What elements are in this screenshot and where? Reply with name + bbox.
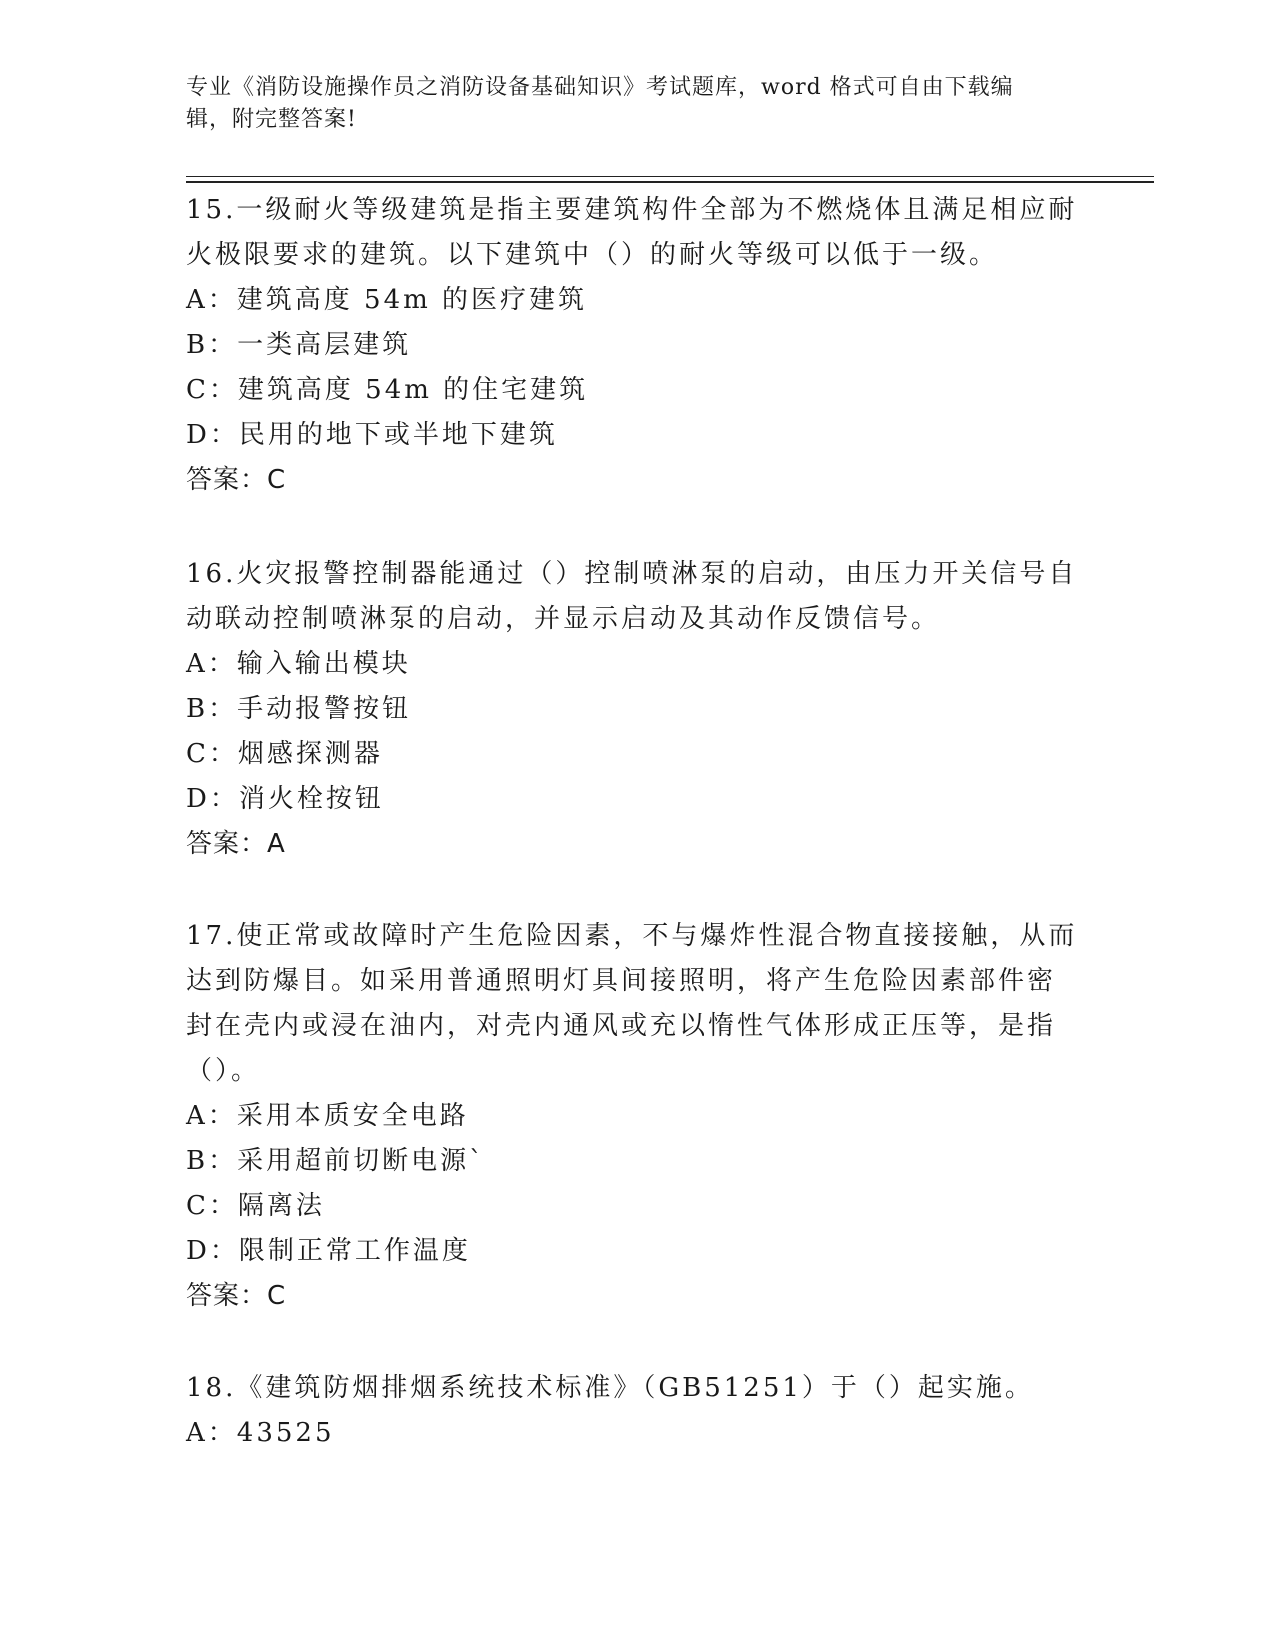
document-header (186, 72, 1066, 136)
option-a: A：建筑高度 54m 的医疗建筑 (186, 285, 588, 315)
answer-label: 答案：C (186, 1281, 287, 1311)
question-stem-line: 火极限要求的建筑。以下建筑中（）的耐火等级可以低于一级。 (186, 240, 999, 270)
answer-label: 答案：A (186, 829, 286, 859)
question-stem-line: 动联动控制喷淋泵的启动，并显示启动及其动作反馈信号。 (186, 604, 941, 634)
option-c: C：建筑高度 54m 的住宅建筑 (186, 375, 589, 405)
option-a: A：输入输出模块 (186, 649, 411, 679)
question-stem-line: 17.使正常或故障时产生危险因素，不与爆炸性混合物直接接触，从而 (186, 921, 1078, 951)
question-16 (186, 552, 1086, 867)
header-line-1: 专业《消防设施操作员之消防设备基础知识》考试题库，word 格式可自由下载编 (186, 75, 1014, 100)
question-stem-line: 达到防爆目。如采用普通照明灯具间接照明，将产生危险因素部件密 (186, 966, 1057, 996)
option-d: D：民用的地下或半地下建筑 (186, 420, 558, 450)
question-stem-line: 15.一级耐火等级建筑是指主要建筑构件全部为不燃烧体且满足相应耐 (186, 195, 1078, 225)
header-divider-thick (186, 181, 1154, 183)
question-stem-line: 18.《建筑防烟排烟系统技术标准》（GB51251）于（）起实施。 (186, 1373, 1034, 1403)
question-18 (186, 1366, 1086, 1456)
option-d: D：限制正常工作温度 (186, 1236, 471, 1266)
option-a: A：采用本质安全电路 (186, 1101, 469, 1131)
header-line-2: 辑，附完整答案! (186, 107, 357, 132)
option-c: C：隔离法 (186, 1191, 325, 1221)
option-c: C：烟感探测器 (186, 739, 383, 769)
option-b: B：手动报警按钮 (186, 694, 412, 724)
question-stem-line: （）。 (186, 1056, 261, 1086)
question-stem-line: 封在壳内或浸在油内，对壳内通风或充以惰性气体形成正压等，是指 (186, 1011, 1057, 1041)
question-15 (186, 188, 1086, 503)
option-a: A：43525 (186, 1418, 335, 1448)
option-b: B：采用超前切断电源` (186, 1146, 486, 1176)
option-b: B：一类高层建筑 (186, 330, 412, 360)
option-d: D：消火栓按钮 (186, 784, 384, 814)
header-divider-thin (186, 176, 1154, 177)
question-17 (186, 914, 1086, 1319)
question-stem-line: 16.火灾报警控制器能通过（）控制喷淋泵的启动，由压力开关信号自 (186, 559, 1078, 589)
answer-label: 答案：C (186, 465, 287, 495)
